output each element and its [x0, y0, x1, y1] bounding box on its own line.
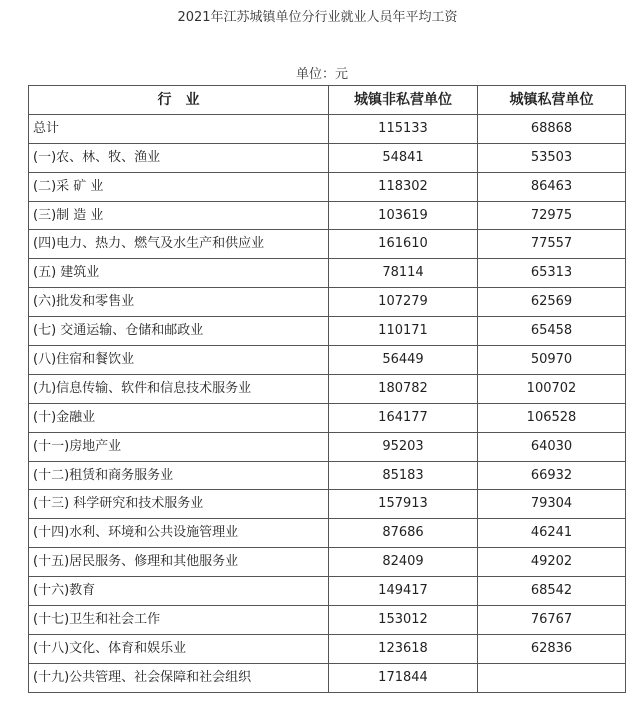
cell-private: 68542 — [478, 577, 626, 606]
cell-private: 66932 — [478, 461, 626, 490]
cell-industry: (十八)文化、体育和娱乐业 — [29, 634, 329, 663]
table-row — [29, 577, 626, 606]
cell-non-private: 149417 — [329, 577, 478, 606]
cell-non-private: 54841 — [329, 143, 478, 172]
table-row — [29, 432, 626, 461]
cell-industry: (八)住宿和餐饮业 — [29, 346, 329, 375]
cell-industry: (五) 建筑业 — [29, 259, 329, 288]
cell-private: 49202 — [478, 548, 626, 577]
cell-private: 72975 — [478, 201, 626, 230]
cell-private: 86463 — [478, 172, 626, 201]
cell-non-private: 153012 — [329, 606, 478, 635]
table-row — [29, 403, 626, 432]
cell-non-private: 103619 — [329, 201, 478, 230]
table-body — [29, 114, 626, 692]
table-row — [29, 490, 626, 519]
cell-non-private: 115133 — [329, 114, 478, 143]
cell-private: 50970 — [478, 346, 626, 375]
cell-industry: (十四)水利、环境和公共设施管理业 — [29, 519, 329, 548]
cell-industry: 总计 — [29, 114, 329, 143]
table-row — [29, 317, 626, 346]
cell-private: 76767 — [478, 606, 626, 635]
cell-private: 46241 — [478, 519, 626, 548]
cell-non-private: 82409 — [329, 548, 478, 577]
cell-industry: (三)制 造 业 — [29, 201, 329, 230]
table-row — [29, 259, 626, 288]
cell-non-private: 56449 — [329, 346, 478, 375]
cell-industry: (十一)房地产业 — [29, 432, 329, 461]
cell-non-private: 123618 — [329, 634, 478, 663]
header-non-private: 城镇非私营单位 — [329, 86, 478, 115]
table-row — [29, 663, 626, 692]
cell-non-private: 87686 — [329, 519, 478, 548]
cell-non-private: 110171 — [329, 317, 478, 346]
cell-non-private: 161610 — [329, 230, 478, 259]
header-private: 城镇私营单位 — [478, 86, 626, 115]
cell-industry: (十)金融业 — [29, 403, 329, 432]
cell-private: 106528 — [478, 403, 626, 432]
table-header-row — [29, 86, 626, 115]
cell-private: 62836 — [478, 634, 626, 663]
cell-industry: (十九)公共管理、社会保障和社会组织 — [29, 663, 329, 692]
cell-industry: (十五)居民服务、修理和其他服务业 — [29, 548, 329, 577]
cell-industry: (十二)租赁和商务服务业 — [29, 461, 329, 490]
unit-label: 单位：元 — [296, 67, 349, 82]
cell-private: 65458 — [478, 317, 626, 346]
cell-private: 62569 — [478, 288, 626, 317]
cell-private: 77557 — [478, 230, 626, 259]
table-row — [29, 230, 626, 259]
cell-industry: (九)信息传输、软件和信息技术服务业 — [29, 374, 329, 403]
cell-non-private: 85183 — [329, 461, 478, 490]
table-row — [29, 346, 626, 375]
cell-non-private: 157913 — [329, 490, 478, 519]
cell-non-private: 118302 — [329, 172, 478, 201]
cell-industry: (二)采 矿 业 — [29, 172, 329, 201]
cell-industry: (一)农、林、牧、渔业 — [29, 143, 329, 172]
table-row — [29, 606, 626, 635]
cell-private: 100702 — [478, 374, 626, 403]
cell-private: 65313 — [478, 259, 626, 288]
cell-non-private: 107279 — [329, 288, 478, 317]
cell-private: 64030 — [478, 432, 626, 461]
cell-non-private: 78114 — [329, 259, 478, 288]
cell-industry: (四)电力、热力、燃气及水生产和供应业 — [29, 230, 329, 259]
cell-non-private: 95203 — [329, 432, 478, 461]
table-row — [29, 461, 626, 490]
cell-non-private: 171844 — [329, 663, 478, 692]
cell-private: 68868 — [478, 114, 626, 143]
header-industry: 行 业 — [29, 86, 329, 115]
table-row — [29, 634, 626, 663]
page-title: 2021年江苏城镇单位分行业就业人员年平均工资 — [177, 10, 458, 25]
table-row — [29, 288, 626, 317]
cell-private — [478, 663, 626, 692]
cell-private: 79304 — [478, 490, 626, 519]
table-row — [29, 172, 626, 201]
cell-industry: (七) 交通运输、仓储和邮政业 — [29, 317, 329, 346]
cell-industry: (十三) 科学研究和技术服务业 — [29, 490, 329, 519]
table-row — [29, 519, 626, 548]
table-row — [29, 548, 626, 577]
cell-industry: (十六)教育 — [29, 577, 329, 606]
table-row — [29, 201, 626, 230]
table-row — [29, 143, 626, 172]
cell-non-private: 164177 — [329, 403, 478, 432]
cell-private: 53503 — [478, 143, 626, 172]
cell-industry: (十七)卫生和社会工作 — [29, 606, 329, 635]
table-row — [29, 374, 626, 403]
cell-industry: (六)批发和零售业 — [29, 288, 329, 317]
table-row — [29, 114, 626, 143]
wage-table — [28, 85, 626, 693]
cell-non-private: 180782 — [329, 374, 478, 403]
